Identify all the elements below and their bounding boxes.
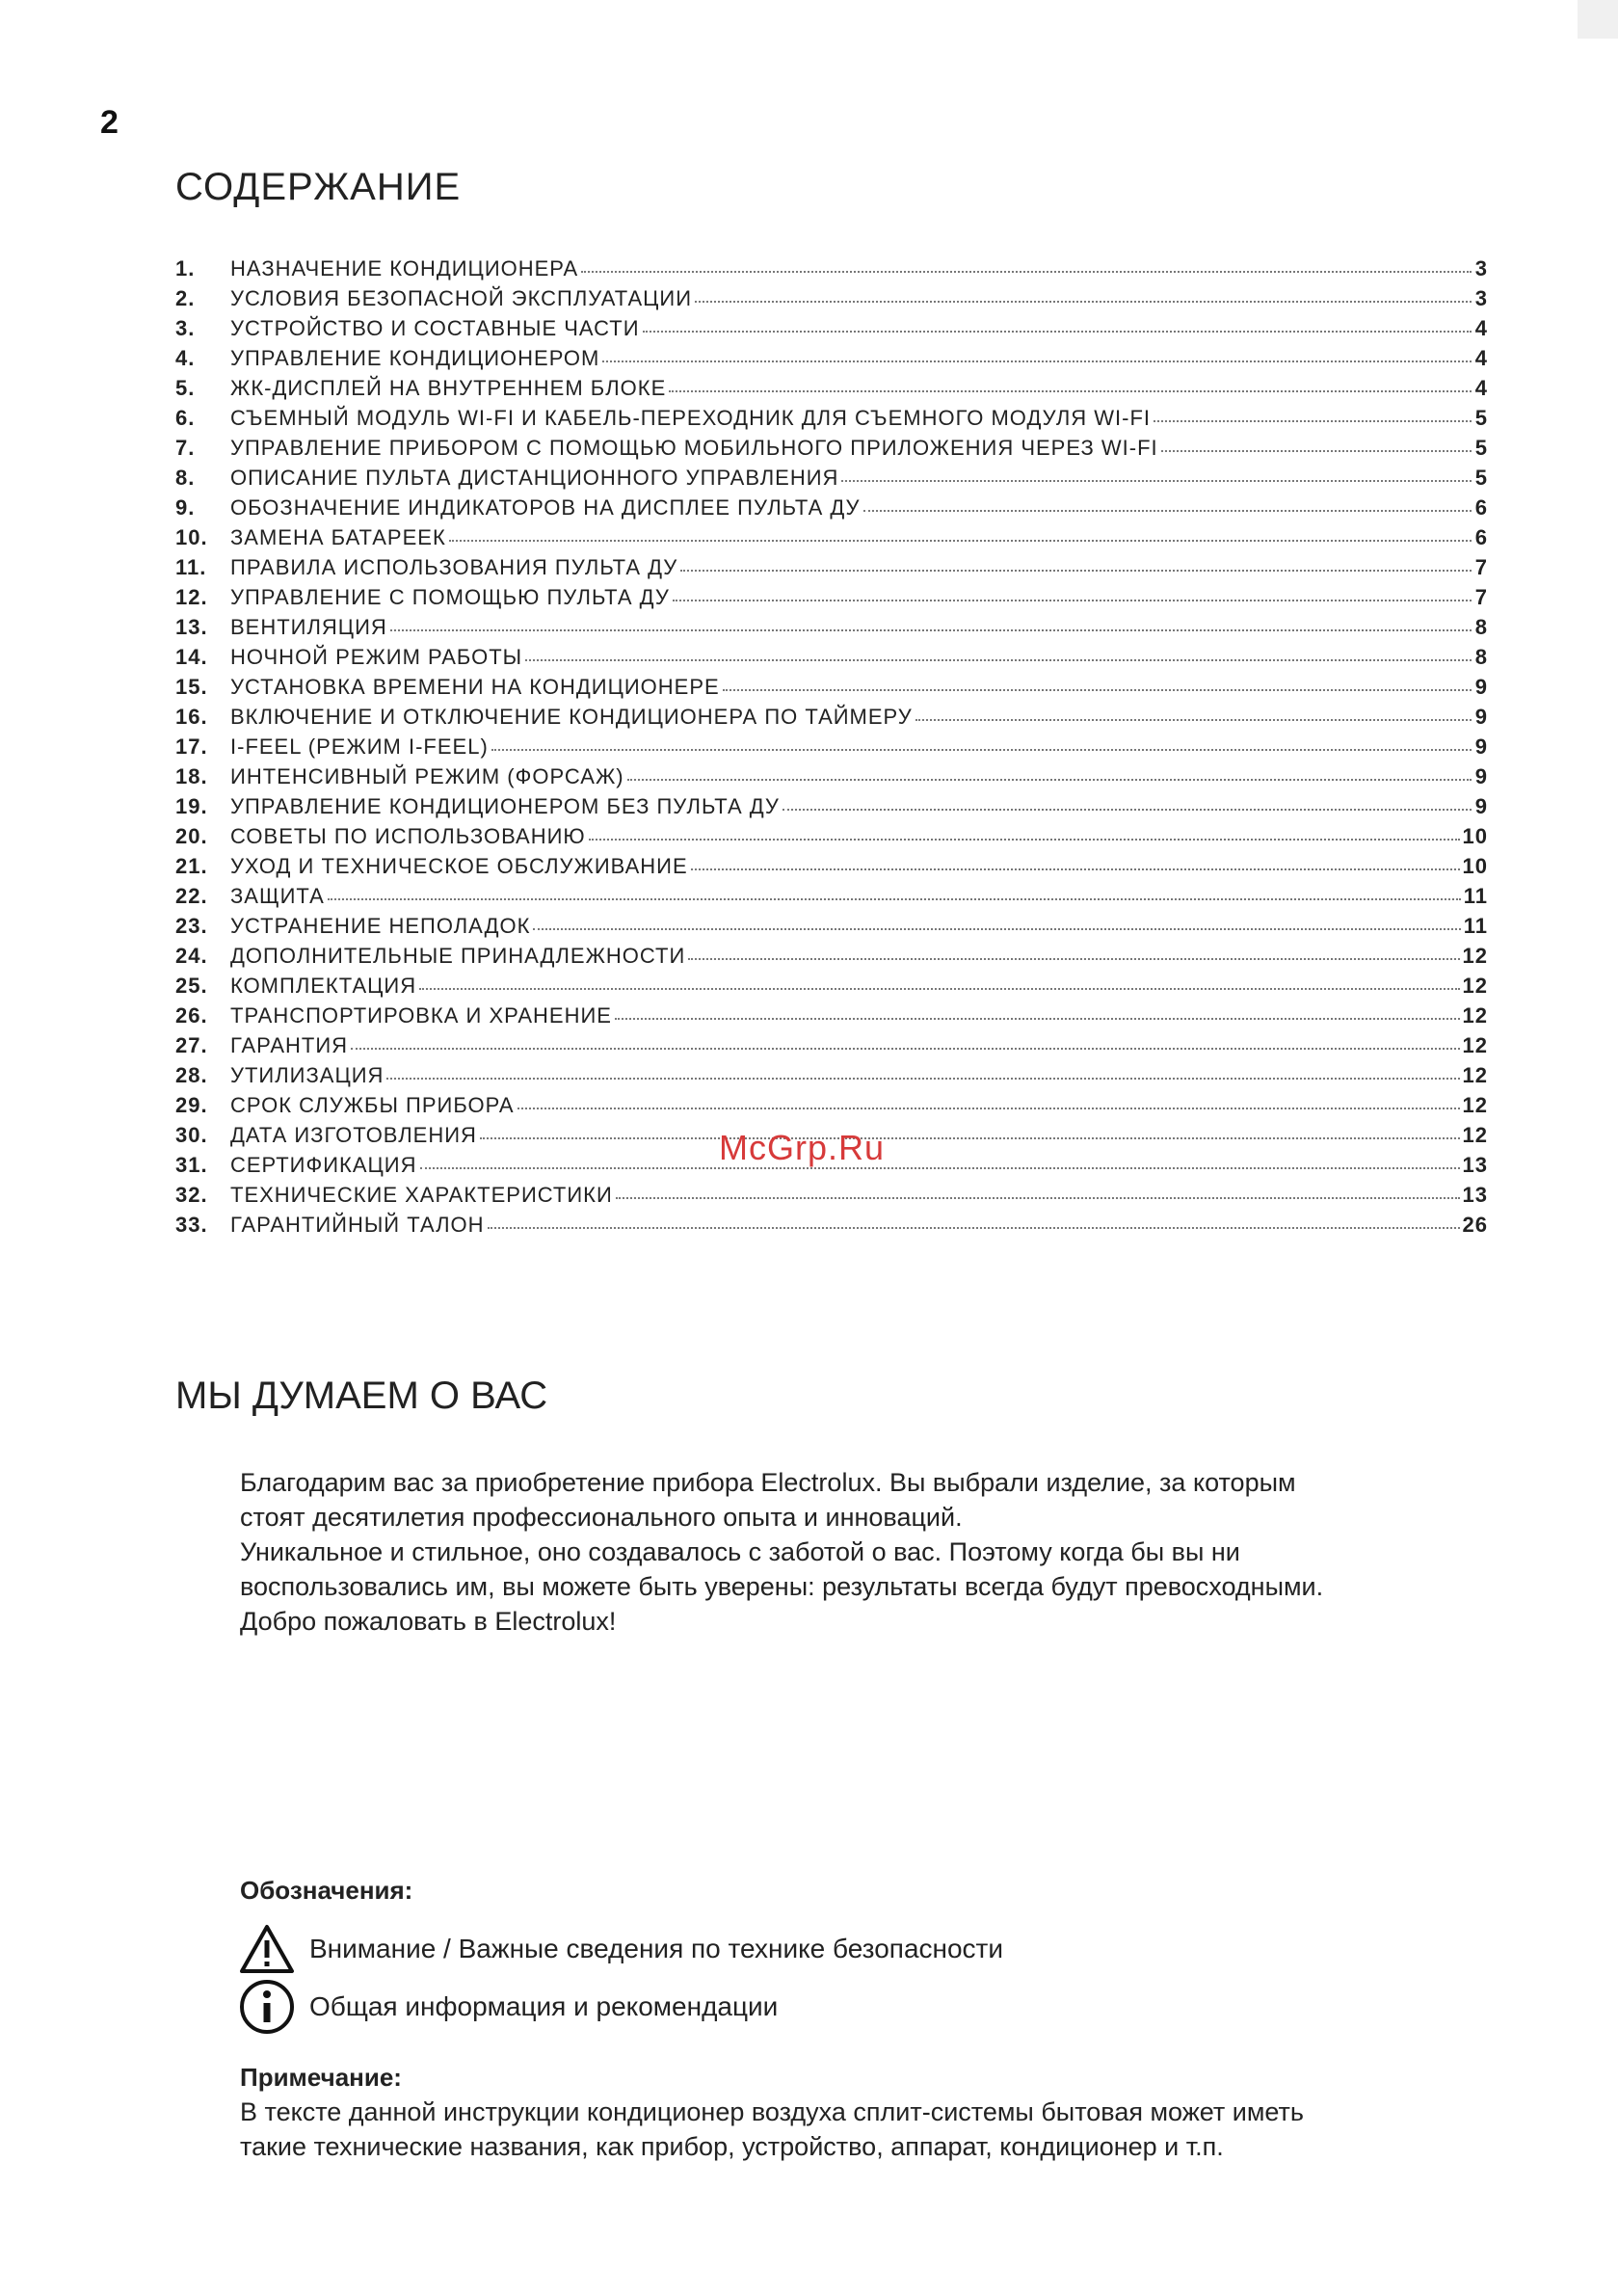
about-section-title: МЫ ДУМАЕМ О ВАС [175,1375,548,1417]
toc-entry[interactable] [175,256,1488,286]
toc-entry-label: УСЛОВИЯ БЕЗОПАСНОЙ ЭКСПЛУАТАЦИИ [230,286,693,310]
toc-leader-dots [615,1018,1460,1020]
toc-entry-number: 26. [175,1003,208,1028]
toc-entry-label: УПРАВЛЕНИЕ КОНДИЦИОНЕРОМ БЕЗ ПУЛЬТА ДУ [230,794,780,818]
toc-entry-page: 8 [1474,615,1488,639]
toc-entry-label: ГАРАНТИЙНЫЙ ТАЛОН [230,1213,485,1237]
toc-entry[interactable] [175,1213,1488,1242]
toc-leader-dots [581,271,1472,273]
toc-entry-label: КОМПЛЕКТАЦИЯ [230,974,417,998]
toc-entry-label: ПРАВИЛА ИСПОЛЬЗОВАНИЯ ПУЛЬТА ДУ [230,555,678,579]
toc-leader-dots [915,719,1472,721]
toc-leader-dots [480,1137,1460,1139]
toc-entry-page: 4 [1474,346,1488,370]
toc-leader-dots [643,331,1472,333]
toc-leader-dots [627,779,1472,781]
toc-entry-number: 1. [175,256,196,280]
toc-entry[interactable] [175,286,1488,316]
about-line: воспользовались им, вы можете быть уверены: результаты всегда будут превосходными. [240,1572,1324,1601]
toc-leader-dots [491,749,1472,751]
toc-entry[interactable] [175,705,1488,734]
note-paragraph [240,2095,1493,2164]
toc-entry-page: 5 [1474,466,1488,490]
toc-entry-number: 19. [175,794,208,818]
toc-entry-number: 28. [175,1063,208,1087]
toc-entry[interactable] [175,734,1488,764]
legend-item-text: Внимание / Важные сведения по технике безопасности [309,1934,1004,1963]
toc-leader-dots [616,1197,1460,1199]
watermark: McGrp.Ru [719,1128,886,1167]
toc-leader-dots [680,570,1472,572]
toc-entry-page: 8 [1474,645,1488,669]
toc-entry-label: НАЗНАЧЕНИЕ КОНДИЦИОНЕРА [230,256,579,280]
toc-entry-label: УСТРАНЕНИЕ НЕПОЛАДОК [230,914,531,938]
toc-entry-number: 8. [175,466,196,490]
toc-entry[interactable] [175,645,1488,675]
toc-entry[interactable] [175,585,1488,615]
toc-leader-dots [723,689,1472,691]
toc-leader-dots [525,659,1472,661]
toc-entry-label: ИНТЕНСИВНЫЙ РЕЖИМ (ФОРСАЖ) [230,764,624,788]
about-paragraph [240,1465,1541,1639]
toc-entry[interactable] [175,1003,1488,1033]
toc-entry-number: 32. [175,1183,208,1207]
toc-leader-dots [1161,450,1472,452]
toc-entry[interactable] [175,794,1488,824]
toc-leader-dots [863,510,1472,512]
toc-leader-dots [449,540,1472,542]
toc-entry-page: 12 [1462,1003,1488,1028]
toc-entry-label: УТИЛИЗАЦИЯ [230,1063,385,1087]
legend-title: Обозначения: [240,1876,413,1905]
toc-entry-number: 4. [175,346,196,370]
toc-entry-label: ОБОЗНАЧЕНИЕ ИНДИКАТОРОВ НА ДИСПЛЕЕ ПУЛЬТА ДУ [230,495,861,520]
toc-entry-label: ЗАМЕНА БАТАРЕЕК [230,525,446,549]
toc-entry-label: ОПИСАНИЕ ПУЛЬТА ДИСТАНЦИОННОГО УПРАВЛЕНИЯ [230,466,839,490]
toc-entry-label: УСТАНОВКА ВРЕМЕНИ НА КОНДИЦИОНЕРЕ [230,675,720,699]
toc-entry[interactable] [175,1033,1488,1063]
toc-entry-page: 12 [1462,944,1488,968]
toc-entry[interactable] [175,466,1488,495]
toc-entry[interactable] [175,974,1488,1003]
toc-entry-number: 25. [175,974,208,998]
toc-entry-label: ДОПОЛНИТЕЛЬНЫЕ ПРИНАДЛЕЖНОСТИ [230,944,686,968]
toc-entry-number: 20. [175,824,208,848]
toc-entry-number: 27. [175,1033,208,1057]
toc-leader-dots [351,1048,1459,1050]
toc-entry-label: ЗАЩИТА [230,884,325,908]
toc-entry-page: 9 [1474,734,1488,759]
toc-entry[interactable] [175,436,1488,466]
toc-leader-dots [419,988,1459,990]
toc-entry-number: 31. [175,1153,208,1177]
toc-entry-page: 4 [1474,376,1488,400]
toc-entry-number: 18. [175,764,208,788]
toc-entry-label: СРОК СЛУЖБЫ ПРИБОРА [230,1093,515,1117]
toc-entry[interactable] [175,824,1488,854]
note-title: Примечание: [240,2063,402,2092]
toc-entry-label: ВКЛЮЧЕНИЕ И ОТКЛЮЧЕНИЕ КОНДИЦИОНЕРА ПО ТАЙМЕРУ [230,705,913,729]
toc-entry-number: 11. [175,555,207,579]
toc-entry-label: ТЕХНИЧЕСКИЕ ХАРАКТЕРИСТИКИ [230,1183,613,1207]
toc-entry-label: СОВЕТЫ ПО ИСПОЛЬЗОВАНИЮ [230,824,586,848]
legend-item-warning [238,1918,1003,1980]
toc-entry-page: 4 [1474,316,1488,340]
toc-entry-label: ДАТА ИЗГОТОВЛЕНИЯ [230,1123,477,1147]
toc-entry-number: 33. [175,1213,208,1237]
page-number: 2 [100,104,119,141]
toc-entry-label: СЪЕМНЫЙ МОДУЛЬ WI-FI И КАБЕЛЬ-ПЕРЕХОДНИК ДЛЯ СЪЕМНОГО МОДУЛЯ WI-FI [230,406,1152,430]
toc-entry-page: 9 [1474,675,1488,699]
toc-entry-page: 26 [1462,1213,1488,1237]
toc-leader-dots [328,898,1461,900]
toc-leader-dots [420,1167,1460,1169]
toc-entry-page: 11 [1463,914,1488,938]
toc-entry-page: 9 [1474,705,1488,729]
toc-entry-label: НОЧНОЙ РЕЖИМ РАБОТЫ [230,645,523,669]
toc-entry-label: УПРАВЛЕНИЕ ПРИБОРОМ С ПОМОЩЬЮ МОБИЛЬНОГО ПРИЛОЖЕНИЯ ЧЕРЕЗ WI-FI [230,436,1158,460]
toc-entry-number: 12. [175,585,208,609]
toc-entry[interactable] [175,525,1488,555]
toc-entry[interactable] [175,944,1488,974]
toc-entry[interactable] [175,555,1488,585]
toc-entry[interactable] [175,346,1488,376]
about-line: стоят десятилетия профессионального опыта и инноваций. [240,1503,963,1532]
toc-entry-page: 13 [1462,1153,1488,1177]
toc-entry-label: УПРАВЛЕНИЕ С ПОМОЩЬЮ ПУЛЬТА ДУ [230,585,670,609]
toc-leader-dots [691,868,1460,870]
toc-leader-dots [589,839,1460,841]
toc-entry-number: 10. [175,525,208,549]
note-line: такие технические названия, как прибор, устройство, аппарат, кондиционер и т.п. [240,2132,1224,2161]
scan-corner-mark [1578,0,1618,39]
toc-entry-number: 17. [175,734,208,759]
toc-entry-page: 12 [1462,1093,1488,1117]
toc-entry-number: 2. [175,286,196,310]
toc-leader-dots [782,809,1472,811]
toc-entry-page: 3 [1474,256,1488,280]
toc-entry-page: 10 [1462,854,1488,878]
toc-entry-label: УСТРОЙСТВО И СОСТАВНЫЕ ЧАСТИ [230,316,640,340]
toc-entry-page: 12 [1462,1033,1488,1057]
toc-entry-label: I-FEEL (РЕЖИМ I-FEEL) [230,734,489,759]
toc-leader-dots [669,390,1472,392]
toc-entry-page: 7 [1474,555,1488,579]
legend-item-text: Общая информация и рекомендации [309,1991,779,2021]
toc-entry-page: 12 [1462,1063,1488,1087]
toc-leader-dots [517,1108,1460,1109]
toc-entry-page: 5 [1474,436,1488,460]
toc-entry-page: 10 [1462,824,1488,848]
toc-entry-number: 6. [175,406,196,430]
toc-leader-dots [841,480,1472,482]
toc-entry[interactable] [175,1093,1488,1123]
toc-entry-number: 16. [175,705,208,729]
toc-entry[interactable] [175,406,1488,436]
toc-entry-page: 5 [1474,406,1488,430]
toc-leader-dots [602,360,1472,362]
toc-entry[interactable] [175,316,1488,346]
toc-title: СОДЕРЖАНИЕ [175,166,462,208]
toc-entry-number: 7. [175,436,196,460]
toc-entry-number: 21. [175,854,208,878]
toc-leader-dots [488,1227,1460,1229]
note-line: В тексте данной инструкции кондиционер воздуха сплит-системы бытовая может иметь [240,2097,1304,2126]
toc-entry-number: 30. [175,1123,208,1147]
toc-entry-label: СЕРТИФИКАЦИЯ [230,1153,417,1177]
toc-entry[interactable] [175,884,1488,914]
toc-entry[interactable] [175,615,1488,645]
toc-entry-page: 11 [1463,884,1488,908]
toc-entry-label: ВЕНТИЛЯЦИЯ [230,615,387,639]
toc-leader-dots [688,958,1459,960]
toc-entry[interactable] [175,376,1488,406]
toc-entry-page: 7 [1474,585,1488,609]
toc-entry-label: ТРАНСПОРТИРОВКА И ХРАНЕНИЕ [230,1003,612,1028]
table-of-contents [175,256,1488,1242]
toc-entry-number: 13. [175,615,208,639]
toc-leader-dots [386,1078,1459,1080]
toc-entry-page: 12 [1462,974,1488,998]
toc-entry-label: ГАРАНТИЯ [230,1033,349,1057]
warning-triangle-icon [238,1923,296,1975]
toc-entry-number: 15. [175,675,208,699]
about-line: Благодарим вас за приобретение прибора Electrolux. Вы выбрали изделие, за которым [240,1468,1296,1497]
toc-leader-dots [390,629,1472,631]
toc-entry-number: 24. [175,944,208,968]
toc-entry-label: УПРАВЛЕНИЕ КОНДИЦИОНЕРОМ [230,346,600,370]
toc-entry[interactable] [175,675,1488,705]
info-circle-icon [238,1978,296,2036]
toc-entry[interactable] [175,1063,1488,1093]
toc-entry-page: 12 [1462,1123,1488,1147]
toc-leader-dots [673,600,1472,601]
toc-entry-label: УХОД И ТЕХНИЧЕСКОЕ ОБСЛУЖИВАНИЕ [230,854,688,878]
about-line: Добро пожаловать в Electrolux! [240,1607,617,1636]
toc-leader-dots [1154,420,1472,422]
toc-entry-number: 22. [175,884,208,908]
toc-entry[interactable] [175,495,1488,525]
toc-entry[interactable] [175,914,1488,944]
toc-entry-number: 14. [175,645,208,669]
toc-entry-page: 9 [1474,794,1488,818]
toc-entry-page: 13 [1462,1183,1488,1207]
legend-item-info [238,1976,778,2038]
toc-entry-page: 6 [1474,525,1488,549]
toc-entry-number: 23. [175,914,208,938]
toc-entry-page: 6 [1474,495,1488,520]
toc-entry[interactable] [175,1183,1488,1213]
about-line: Уникальное и стильное, оно создавалось с заботой о вас. Поэтому когда бы вы ни [240,1537,1240,1566]
toc-entry[interactable] [175,854,1488,884]
toc-entry[interactable] [175,764,1488,794]
toc-entry-number: 3. [175,316,196,340]
toc-entry-number: 5. [175,376,196,400]
toc-leader-dots [695,301,1472,303]
toc-leader-dots [533,928,1460,930]
toc-entry-label: ЖК-ДИСПЛЕЙ НА ВНУТРЕННЕМ БЛОКЕ [230,376,667,400]
toc-entry-page: 3 [1474,286,1488,310]
toc-entry-page: 9 [1474,764,1488,788]
toc-entry-number: 29. [175,1093,208,1117]
toc-entry-number: 9. [175,495,196,520]
